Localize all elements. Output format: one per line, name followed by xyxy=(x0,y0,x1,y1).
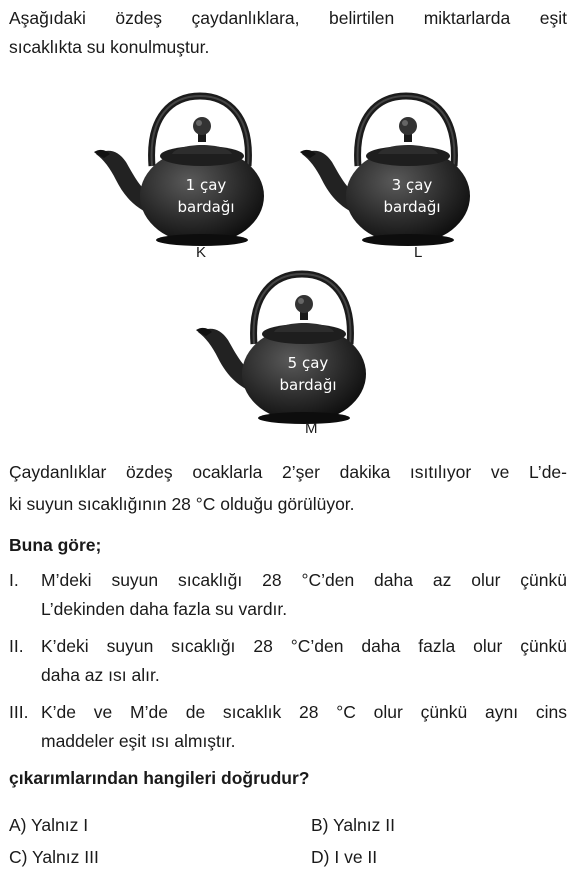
statement-1-line-1: M’deki suyun sıcaklığı 28 °C’den daha az olur çünkü xyxy=(41,570,567,590)
statement-2-number: II. xyxy=(9,636,24,656)
option-d-text: I ve II xyxy=(334,847,378,867)
option-b-letter: B) xyxy=(311,815,329,835)
intro-line-2: sıcaklıkta su konulmuştur. xyxy=(9,37,210,57)
paragraph-line-2: ki suyun sıcaklığının 28 °C olduğu görülüyor. xyxy=(9,494,355,514)
option-a-text: Yalnız I xyxy=(31,815,89,835)
statement-3-line-2: maddeler eşit ısı almıştır. xyxy=(41,731,236,751)
kettle-k-image xyxy=(90,88,290,248)
statement-3-line-1: K’de ve M’de de sıcaklık 28 °C olur çünkü aynı cins xyxy=(41,702,567,722)
statement-1-number: I. xyxy=(9,570,19,590)
statement-1-line-2: L’dekinden daha fazla su vardır. xyxy=(41,599,288,619)
question-text: çıkarımlarından hangileri doğrudur? xyxy=(9,768,310,788)
option-a[interactable] xyxy=(9,815,88,836)
kettle-k-text-1: 1 çay xyxy=(185,176,227,194)
kettle-l-text-2: bardağı xyxy=(383,198,441,216)
option-c-text: Yalnız III xyxy=(32,847,99,867)
kettle-l-text-1: 3 çay xyxy=(391,176,433,194)
option-d-letter: D) xyxy=(311,847,330,867)
statement-3-number: III. xyxy=(9,702,29,722)
statement-1 xyxy=(9,566,567,626)
option-c-letter: C) xyxy=(9,847,28,867)
option-b[interactable] xyxy=(311,815,395,836)
kettle-l-image xyxy=(296,88,496,248)
option-b-text: Yalnız II xyxy=(333,815,395,835)
statement-3 xyxy=(9,698,567,758)
intro-line-1: Aşağıdaki özdeş çaydanlıklara, belirtilen miktarlarda eşit xyxy=(9,8,567,28)
option-c[interactable] xyxy=(9,847,99,868)
kettle-m-text-2: bardağı xyxy=(279,376,337,394)
statement-2-line-1: K’deki suyun sıcaklığı 28 °C’den daha fazla olur çünkü xyxy=(41,636,567,656)
statement-2-line-2: daha az ısı alır. xyxy=(41,665,160,685)
kettle-m-image xyxy=(192,266,392,426)
kettle-m-text-1: 5 çay xyxy=(287,354,329,372)
kettle-k-text-2: bardağı xyxy=(177,198,235,216)
paragraph-line-1: Çaydanlıklar özdeş ocaklarla 2’şer dakika ısıtılıyor ve L’de- xyxy=(9,462,567,482)
kettle-k-label: K xyxy=(196,244,207,261)
lead-text: Buna göre; xyxy=(9,535,102,555)
option-a-letter: A) xyxy=(9,815,27,835)
statement-2 xyxy=(9,632,567,692)
kettle-m-label: M xyxy=(305,420,318,437)
option-d[interactable] xyxy=(311,847,377,868)
kettle-l-label: L xyxy=(414,244,423,261)
